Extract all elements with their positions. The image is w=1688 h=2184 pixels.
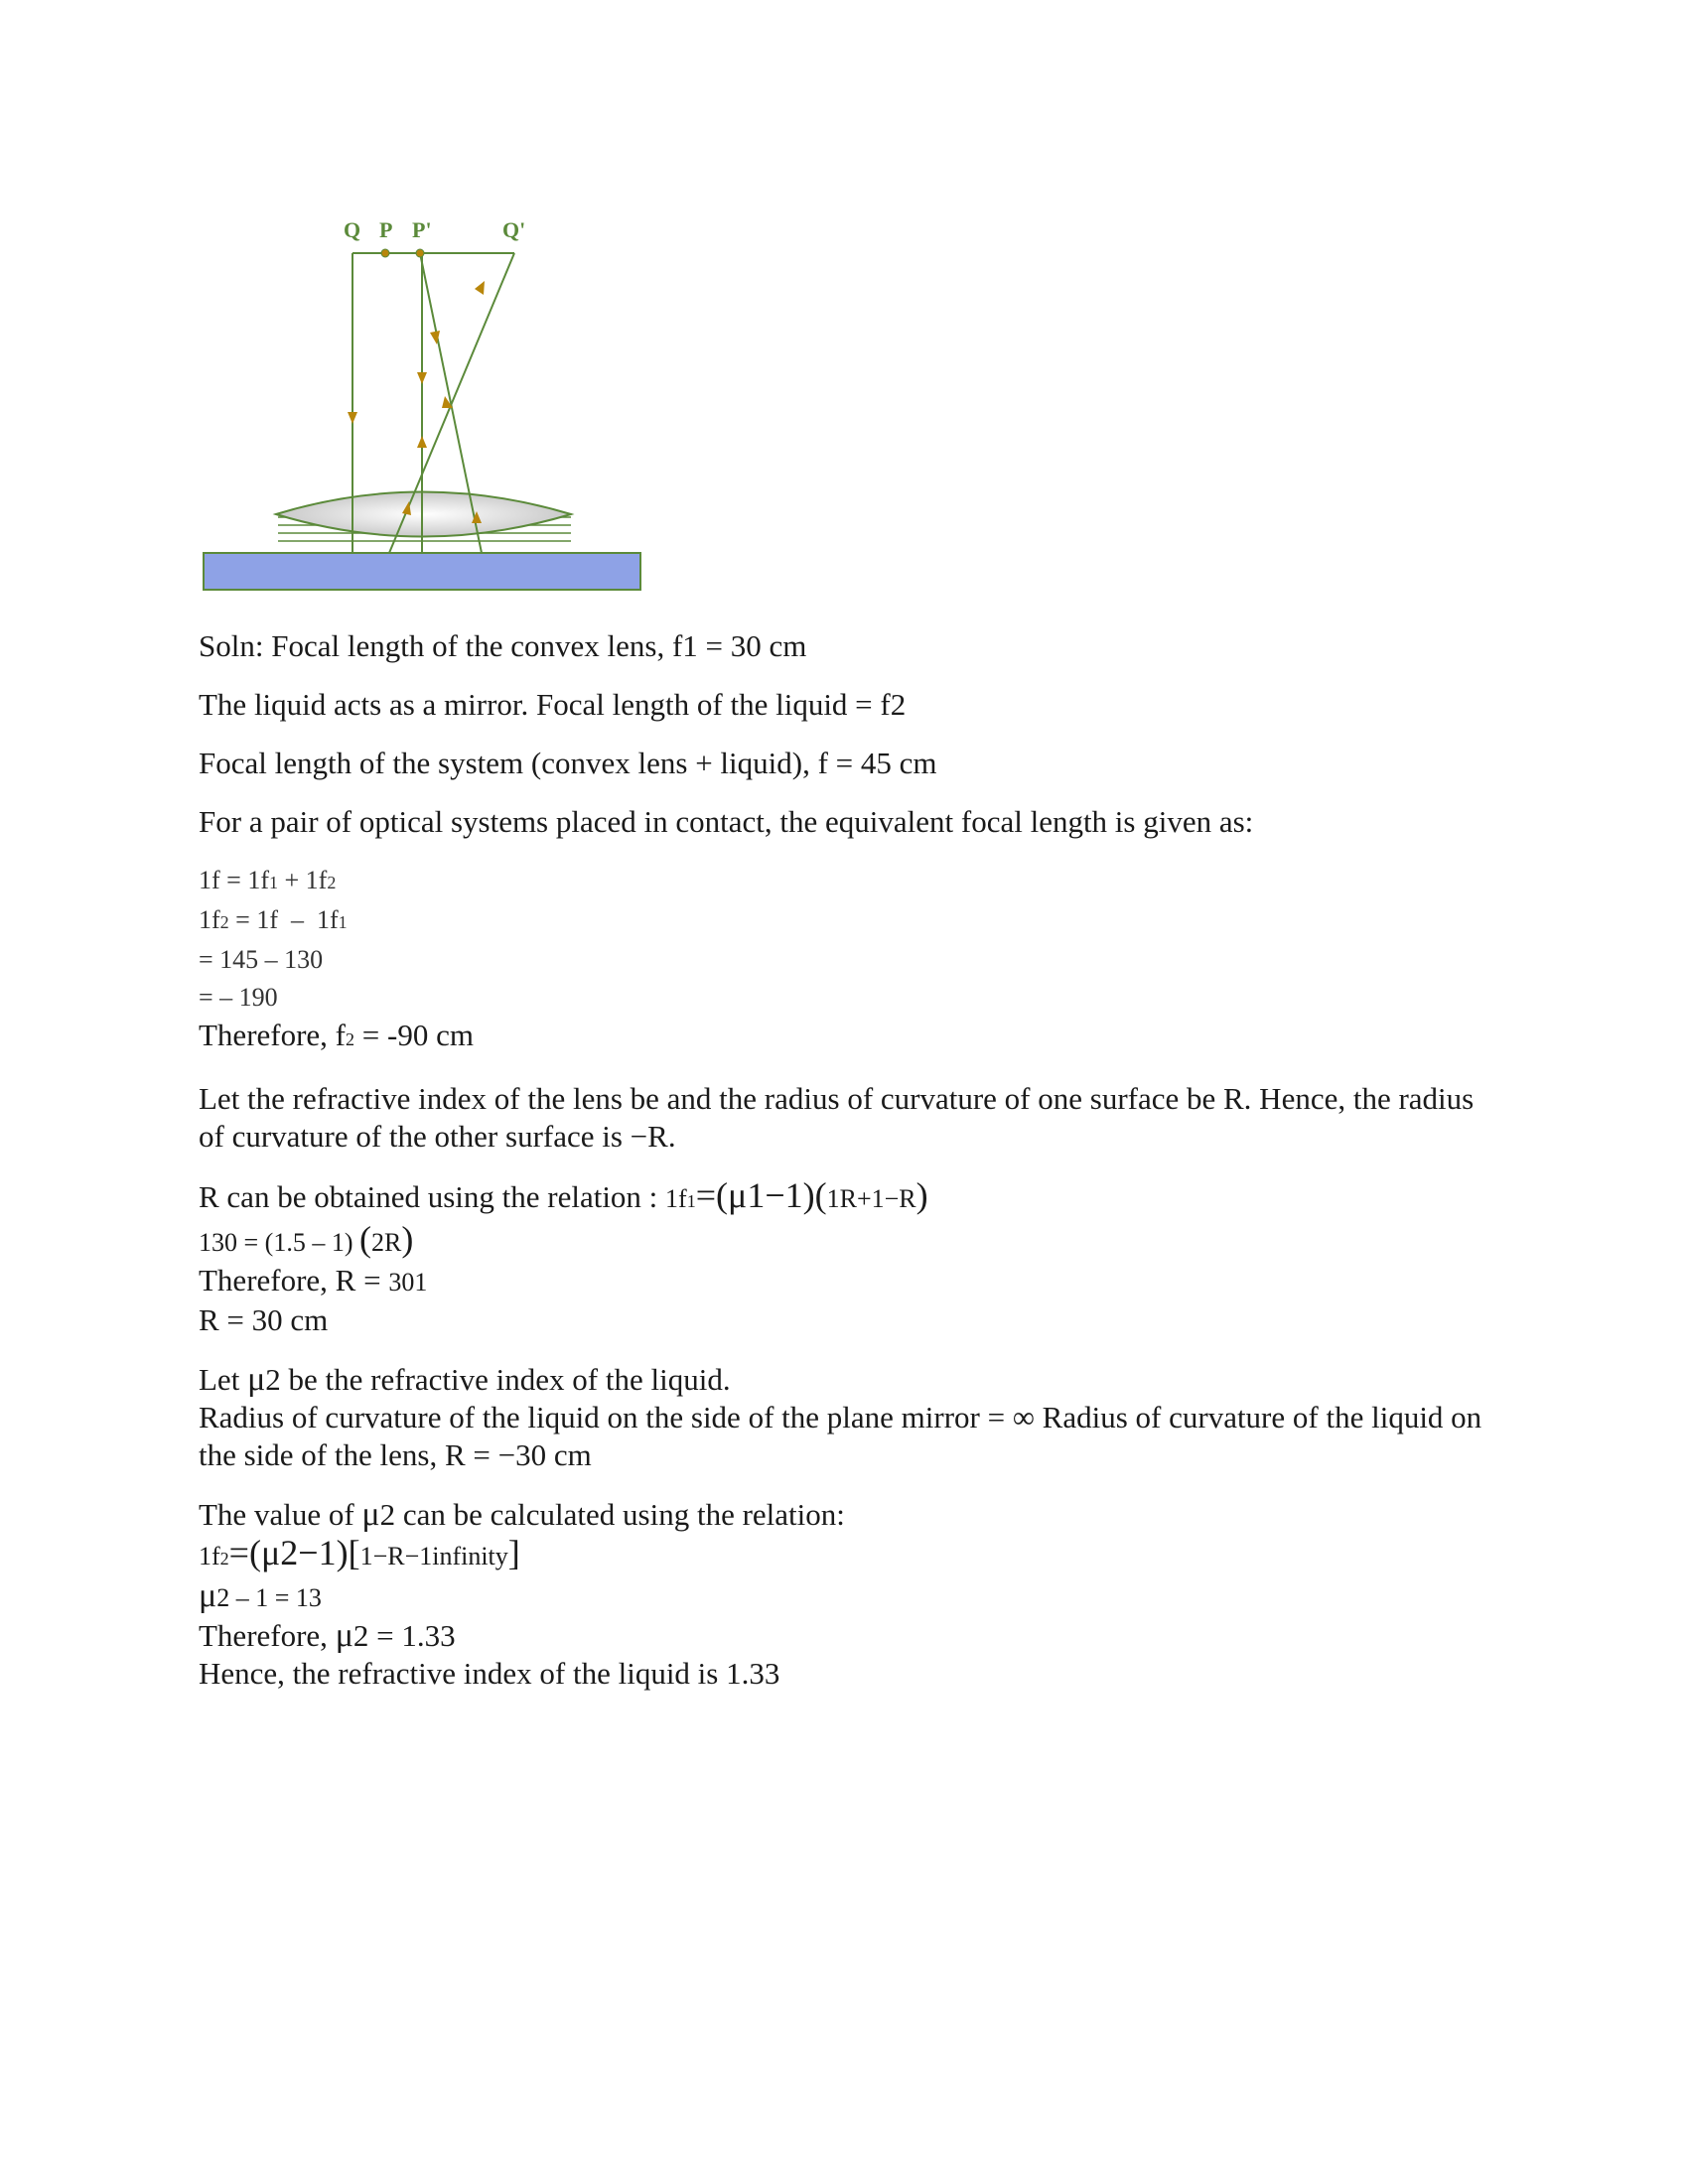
label-q: Q xyxy=(344,217,361,242)
equation-1: 1f = 1f1 + 1f2 xyxy=(199,866,337,894)
liquid-mirror-line: The liquid acts as a mirror. Focal length of the liquid = f2 xyxy=(199,687,907,722)
mu2-relation-intro: The value of μ2 can be calculated using the relation: xyxy=(199,1496,845,1533)
liquid-section xyxy=(199,1361,1489,1474)
label-p: P xyxy=(379,217,393,242)
pair-intro-line: For a pair of optical systems placed in contact, the equivalent focal length is given as: xyxy=(199,804,1254,839)
mu2-equation-2: μ2 – 1 = 13 xyxy=(199,1577,322,1614)
equation-4: = – 190 xyxy=(199,983,278,1012)
soln-line: Soln: Focal length of the convex lens, f1 = 30 cm xyxy=(199,628,807,663)
system-focal-line: Focal length of the system (convex lens + liquid), f = 45 cm xyxy=(199,746,937,780)
r-relation: R can be obtained using the relation : 1f1=(μ1−1)(1R+1−R) xyxy=(199,1175,928,1215)
therefore-f2: Therefore, f2 = -90 cm xyxy=(199,1018,474,1052)
refractive-intro: Let the refractive index of the lens be and the radius of curvature of one surface be R. Hence, the radius of curvature of the other surface is −R. xyxy=(199,1081,1475,1154)
conclusion: Hence, the refractive index of the liquid is 1.33 xyxy=(199,1656,780,1691)
plane-mirror xyxy=(204,553,640,590)
mu2-derivation xyxy=(199,1496,1489,1693)
solution-text xyxy=(199,627,1489,1693)
equation-3: = 145 – 130 xyxy=(199,945,324,974)
focal-equations xyxy=(199,862,1489,1058)
r-equation-2: Therefore, R = 301 xyxy=(199,1263,428,1297)
equation-2: 1f2 = 1f – 1f1 xyxy=(199,905,348,934)
label-p-prime: P' xyxy=(412,217,432,242)
radius-liquid: Radius of curvature of the liquid on the side of the plane mirror = ∞ Radius of curvature of the liquid on the side of the lens, R = −30 cm xyxy=(199,1400,1482,1472)
mu2-equation-1: 1f2=(μ2−1)[1−R−1infinity] xyxy=(199,1533,520,1572)
label-q-prime: Q' xyxy=(502,217,526,242)
mu2-equation-3: Therefore, μ2 = 1.33 xyxy=(199,1617,456,1654)
convex-lens xyxy=(276,492,571,537)
r-equation-1: 130 = (1.5 – 1) (2R) xyxy=(199,1219,414,1259)
mu2-intro: Let μ2 be the refractive index of the liquid. xyxy=(199,1361,731,1398)
lens-ray-diagram xyxy=(199,213,655,601)
radius-derivation xyxy=(199,1176,1489,1339)
r-equation-3: R = 30 cm xyxy=(199,1302,329,1337)
